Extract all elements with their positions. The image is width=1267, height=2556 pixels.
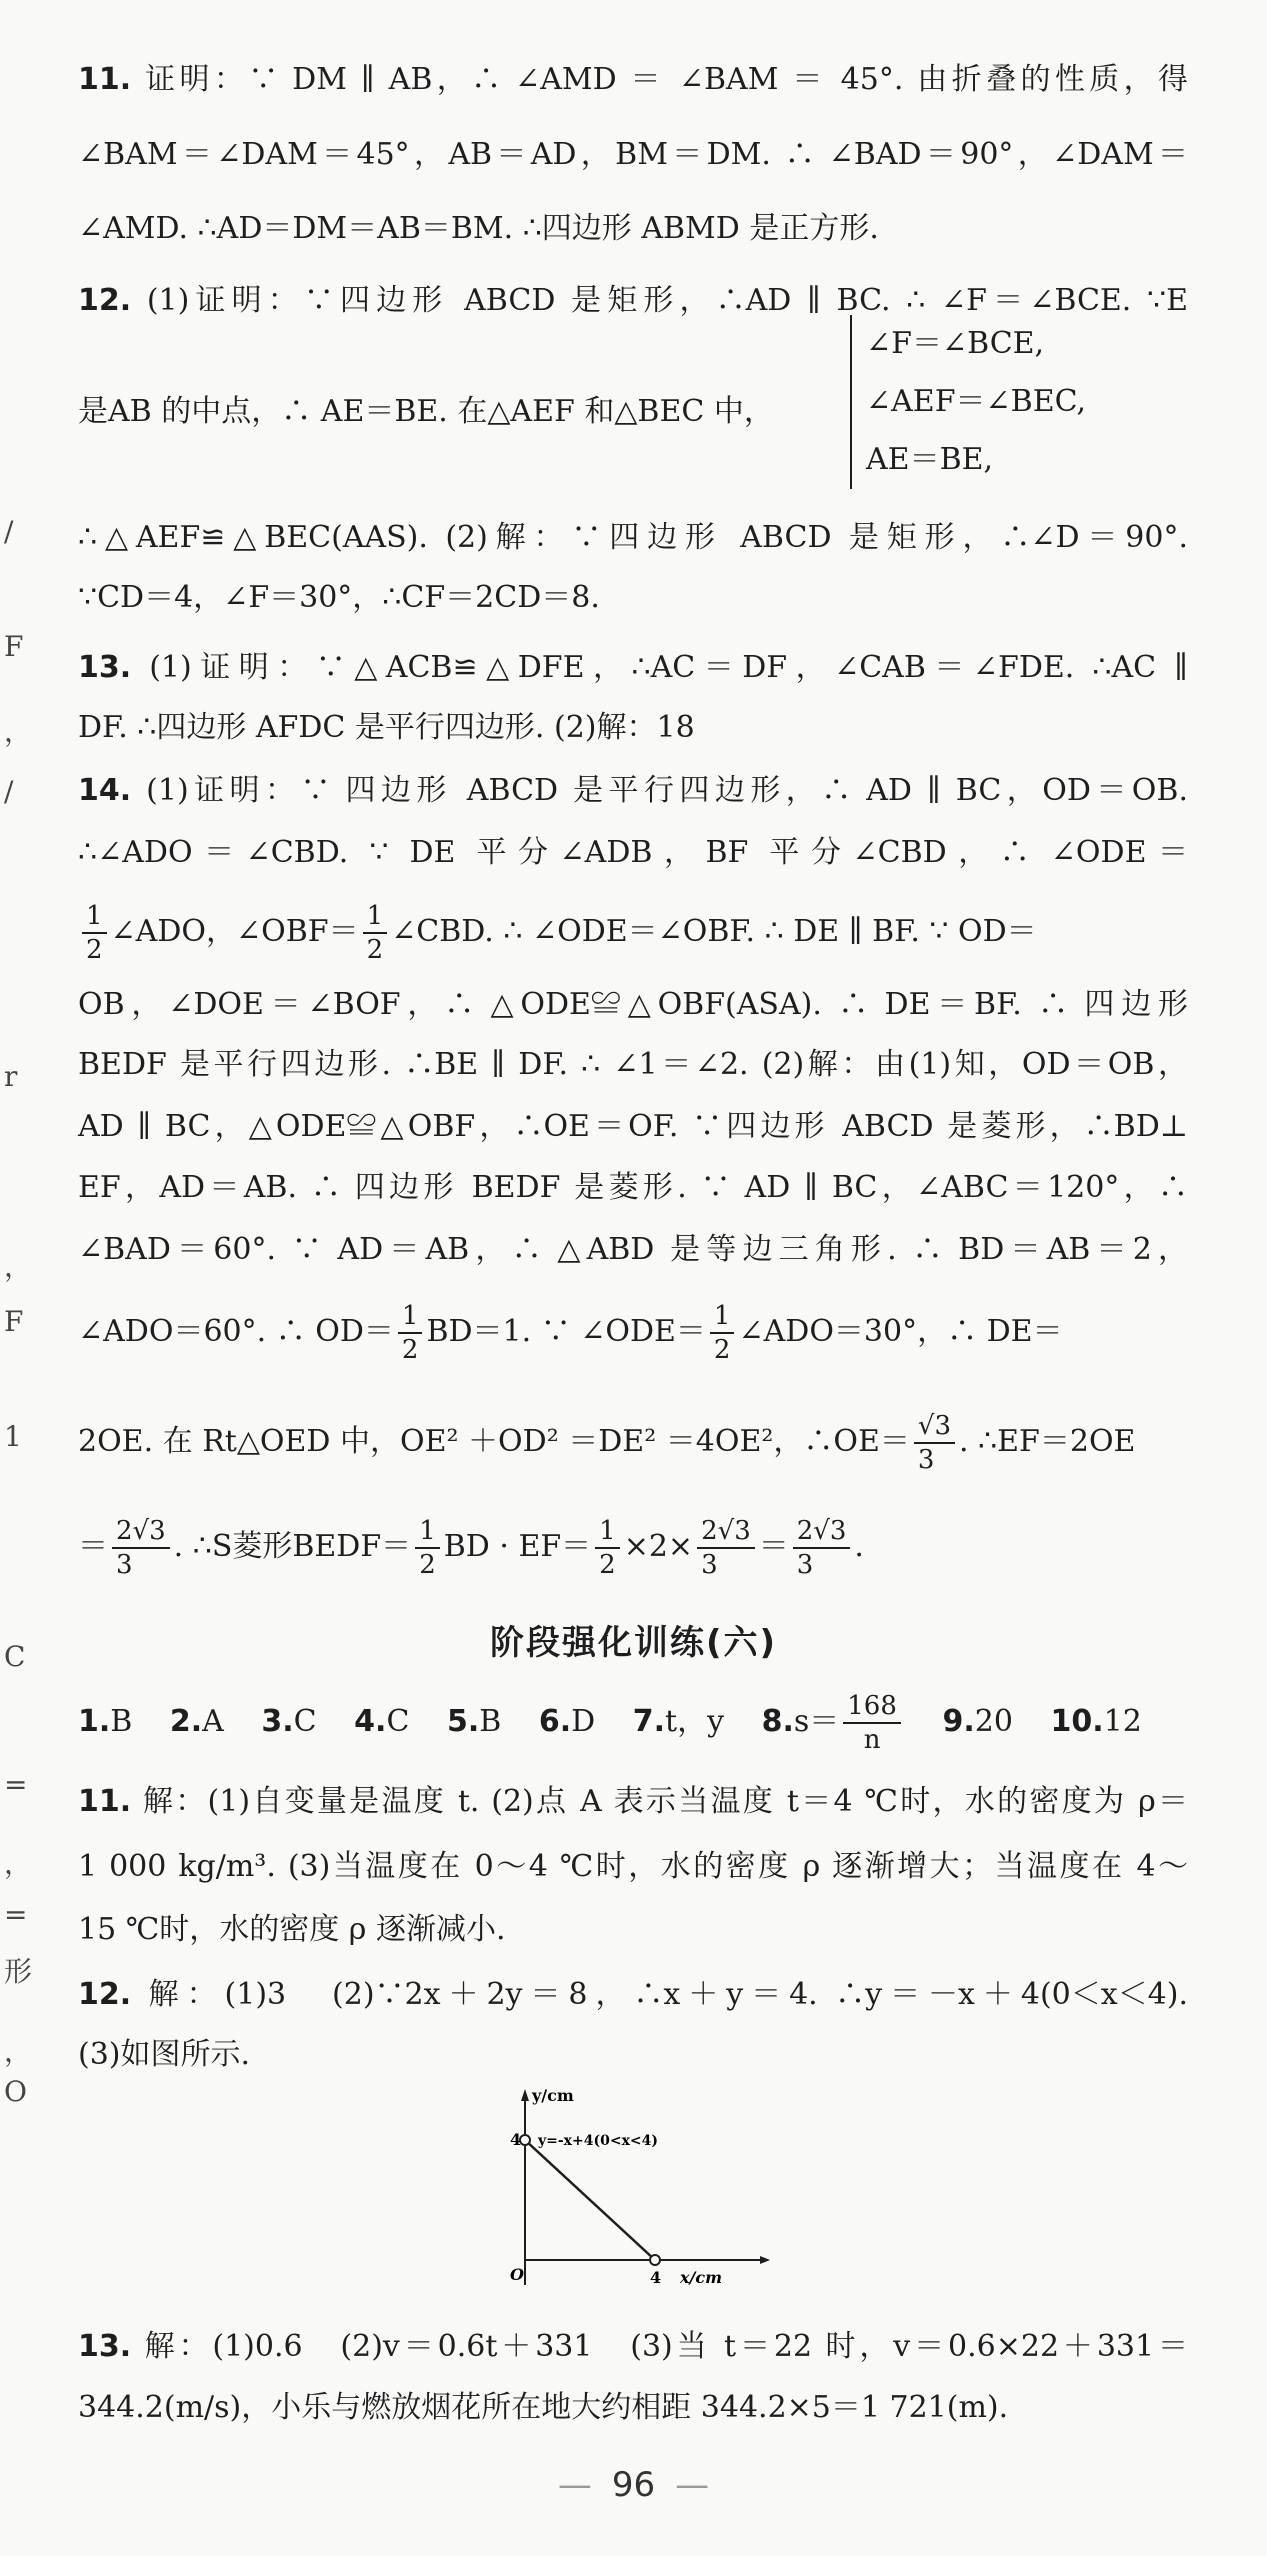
mc-item: 10.12: [1050, 1704, 1142, 1739]
p11-line-2: 1 000 kg/m³. (3)当温度在 0～4 ℃时，水的密度 ρ 逐渐增大；当温度在 4～: [78, 1849, 1188, 1884]
q12-line-1: 12. (1)证明：∵四边形 ABCD 是矩形，∴AD ∥ BC. ∴ ∠F＝∠BCE. ∵E: [78, 283, 1188, 318]
fraction-2sqrt3-over-3: $\frac{2√3}{3}$: [112, 1515, 170, 1581]
fraction-half: $\frac{1}{2}$: [710, 1300, 735, 1366]
fraction-sqrt3-over-3: $\frac{√3}{3}$: [914, 1410, 955, 1476]
function-graph: [470, 2085, 770, 2295]
mc-item: 2.A: [169, 1704, 224, 1739]
q11-line-3: ∠AMD. ∴AD＝DM＝AB＝BM. ∴四边形 ABMD 是正方形.: [78, 211, 879, 246]
q13-line-1: 13. (1)证明：∵△ACB≌△DFE，∴AC＝DF，∠CAB＝∠FDE. ∴AC ∥: [78, 650, 1188, 685]
mc-answers: [78, 1690, 1170, 1756]
q12-number: 12.: [78, 283, 132, 318]
q14-line-9: ∠ADO＝60°. ∴ OD＝ $\frac{1}{2}$ BD＝1. ∵ ∠ODE＝ $\frac{1}{2}$ ∠ADO＝30°，∴ DE＝: [78, 1301, 1063, 1365]
q14-line-5: BEDF 是平行四边形. ∴BE ∥ DF. ∴ ∠1＝∠2. (2)解：由(1)知，OD＝OB，: [78, 1047, 1188, 1082]
q13-number: 13.: [78, 650, 132, 685]
q14-line-8: ∠BAD＝60°. ∵ AD＝AB，∴ △ABD 是等边三角形. ∴ BD＝AB＝2，: [78, 1232, 1188, 1267]
q14-line-7: EF，AD＝AB. ∴ 四边形 BEDF 是菱形. ∵ AD ∥ BC，∠ABC＝120°，∴: [78, 1170, 1188, 1205]
margin-mark: ，: [4, 715, 33, 748]
margin-mark: =: [4, 1768, 28, 1801]
system-eq-1: ∠F＝∠BCE,: [866, 326, 1045, 361]
margin-mark: 1: [4, 1420, 22, 1453]
mc-item: 5.B: [446, 1704, 502, 1739]
y-axis-label: y/cm: [532, 2086, 574, 2105]
mc-item: 8.s＝ $\frac{168}{n}$: [762, 1704, 905, 1739]
p11-number: 11.: [78, 1784, 132, 1819]
x-tick-label: 4: [650, 2268, 662, 2287]
q14-line-1: 14. (1)证明：∵ 四边形 ABCD 是平行四边形，∴ AD ∥ BC，OD＝OB.: [78, 773, 1188, 808]
margin-mark: ，: [4, 1847, 33, 1880]
mc-item: 9.20: [942, 1704, 1013, 1739]
fraction-half: $\frac{1}{2}$: [82, 900, 107, 966]
q13-line-2: DF. ∴四边形 AFDC 是平行四边形. (2)解：18: [78, 710, 695, 745]
p12-line-2: (3)如图所示.: [78, 2037, 251, 2072]
margin-mark: F: [4, 630, 24, 663]
p12-line-1: 12. 解：(1)3 (2)∵2x＋2y＝8，∴x＋y＝4. ∴y＝－x＋4(0＜x＜4).: [78, 1977, 1188, 2012]
y-axis-arrow-icon: [521, 2089, 529, 2101]
margin-mark: /: [4, 515, 14, 548]
mc-item: 1.B: [78, 1704, 133, 1739]
p13-line-2: 344.2(m/s)，小乐与燃放烟花所在地大约相距 344.2×5＝1 721(m).: [78, 2390, 1009, 2425]
p13-number: 13.: [78, 2329, 132, 2364]
open-endpoint-y: [520, 2135, 530, 2145]
q14-number: 14.: [78, 773, 132, 808]
q12-line-4: ∵CD＝4，∠F＝30°，∴CF＝2CD＝8.: [78, 580, 600, 615]
system-eq-2: ∠AEF＝∠BEC,: [866, 384, 1087, 419]
p11-line-1: 11. 解：(1)自变量是温度 t. (2)点 A 表示当温度 t＝4 ℃时，水的密度为 ρ＝: [78, 1784, 1188, 1819]
margin-mark: O: [4, 2075, 27, 2108]
q14-line-2: ∴∠ADO＝∠CBD. ∵ DE 平分∠ADB，BF 平分∠CBD，∴ ∠ODE＝: [78, 835, 1188, 870]
origin-label: O: [510, 2265, 524, 2284]
fraction-half: $\frac{1}{2}$: [398, 1300, 423, 1366]
p11-line-3: 15 ℃时，水的密度 ρ 逐渐减小.: [78, 1912, 506, 1947]
q11-line-2: ∠BAM＝∠DAM＝45°，AB＝AD，BM＝DM. ∴ ∠BAD＝90°，∠DAM＝: [78, 137, 1188, 172]
margin-mark: r: [4, 1060, 18, 1093]
fraction-half: $\frac{1}{2}$: [595, 1515, 620, 1581]
x-axis-arrow-icon: [760, 2256, 770, 2264]
fraction-half: $\frac{1}{2}$: [415, 1515, 440, 1581]
margin-mark: ，: [4, 1250, 33, 1283]
x-axis-label: x/cm: [680, 2268, 723, 2287]
q14-line-6: AD ∥ BC，△ODE≌△OBF，∴OE＝OF. ∵四边形 ABCD 是菱形，∴BD⊥: [78, 1109, 1188, 1144]
q14-line-3: $\frac{1}{2}$ ∠ADO，∠OBF＝ $\frac{1}{2}$ ∠CBD. ∴ ∠ODE＝∠OBF. ∴ DE ∥ BF. ∵ OD＝: [78, 900, 1188, 966]
page-number: — 96 —: [557, 2465, 710, 2505]
margin-mark: C: [4, 1640, 26, 1673]
q12-line-2: 是AB 的中点，∴ AE＝BE. 在△AEF 和△BEC 中，: [78, 394, 774, 429]
q12-line-3: ∴△AEF≌△BEC(AAS). (2)解：∵四边形 ABCD 是矩形，∴∠D＝90°.: [78, 520, 1188, 555]
system-eq-3: AE＝BE,: [866, 442, 994, 477]
margin-mark: F: [4, 1305, 24, 1338]
p12-number: 12.: [78, 1977, 132, 2012]
open-endpoint-x: [650, 2255, 660, 2265]
fraction-2sqrt3-over-3: $\frac{2√3}{3}$: [697, 1515, 755, 1581]
margin-mark: 形: [4, 1955, 33, 1988]
fraction-2sqrt3-over-3: $\frac{2√3}{3}$: [793, 1515, 851, 1581]
mc-item: 7.t，y: [632, 1704, 725, 1739]
mc-item: 4.C: [354, 1704, 410, 1739]
q11-number: 11.: [78, 62, 132, 97]
mc-item: 3.C: [261, 1704, 317, 1739]
q14-line-11: ＝ $\frac{2√3}{3}$ . ∴S菱形BEDF＝ $\frac{1}{2}$ BD · EF＝ $\frac{1}{2}$ ×2× $\frac{2√3}{3}$ ＝ $\frac{2√3}{3}$ .: [78, 1516, 864, 1580]
margin-mark: ，: [4, 2035, 33, 2068]
y-tick-label: 4: [510, 2130, 522, 2149]
section-title: 阶段强化训练(六): [489, 1623, 778, 1663]
margin-mark: /: [4, 775, 14, 808]
mc-item: 6.D: [538, 1704, 596, 1739]
q14-line-10: 2OE. 在 Rt△OED 中，OE² ＋OD² ＝DE² ＝4OE²，∴OE＝ $\frac{√3}{3}$ . ∴EF＝2OE: [78, 1411, 1136, 1475]
q11-line-1: 11. 证明：∵ DM ∥ AB，∴ ∠AMD ＝ ∠BAM ＝ 45°. 由折叠的性质，得: [78, 62, 1188, 97]
graph-line: [525, 2140, 655, 2260]
q12-equation-system: [850, 315, 1206, 489]
fraction-half: $\frac{1}{2}$: [363, 900, 388, 966]
margin-mark: =: [4, 1898, 28, 1931]
line-equation-label: y=-x+4(0<x<4): [538, 2133, 659, 2149]
q14-line-4: OB，∠DOE＝∠BOF，∴ △ODE≌△OBF(ASA). ∴ DE＝BF. ∴ 四边形: [78, 987, 1188, 1022]
fraction-168-over-n: $\frac{168}{n}$: [843, 1690, 901, 1756]
p13-line-1: 13. 解：(1)0.6 (2)v＝0.6t＋331 (3)当 t＝22 时，v＝0.6×22＋331＝: [78, 2329, 1188, 2364]
